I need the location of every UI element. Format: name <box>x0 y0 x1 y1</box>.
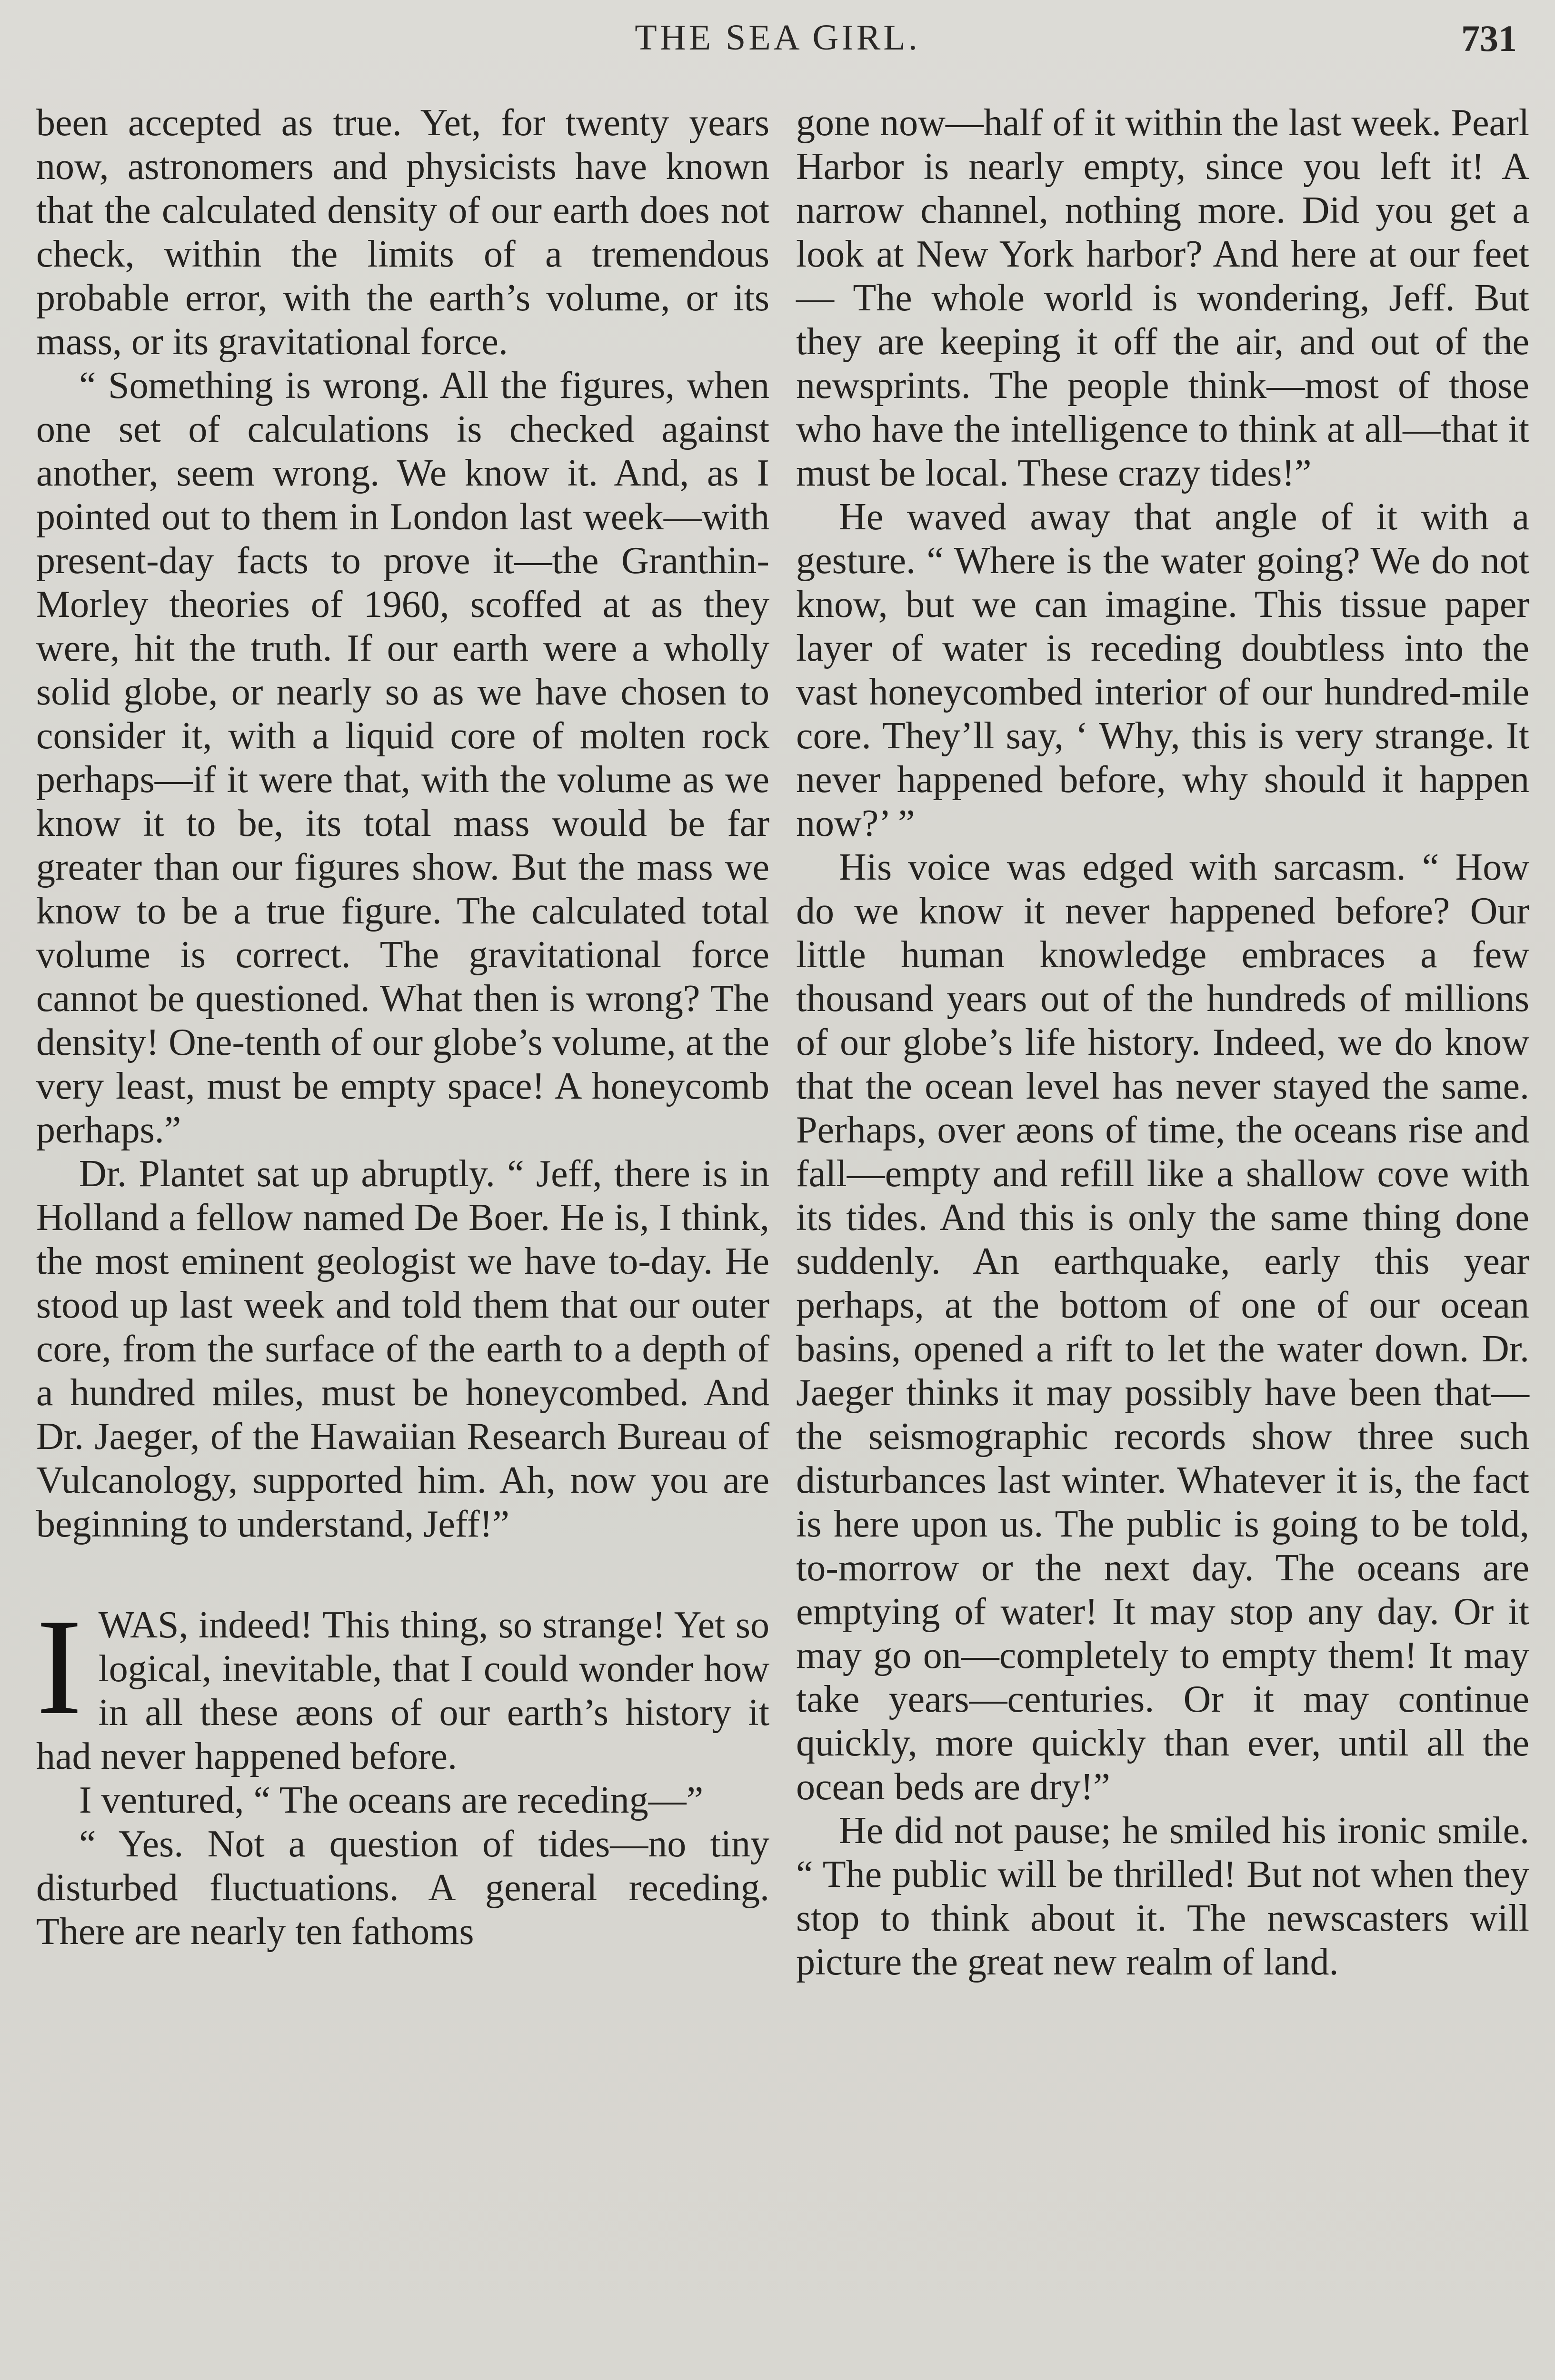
left-column <box>36 101 769 1954</box>
paragraph: “ Yes. Not a question of tides—no tiny disturbed fluctuations. A general receding. There are nearly ten fathoms <box>36 1823 769 1953</box>
page-number: 731 <box>1461 18 1517 59</box>
paragraph: His voice was edged with sarcasm. “ How do we know it never happened before? Our little human knowledge embraces a few thousand years out of the hundreds of millions of our globe’s life history. Indeed, we do know that the ocean level has never stayed the same. Perhaps, over æons of time, the oceans rise and fall—empty and refill like a shallow cove with its tides. And this is only the same thing done suddenly. An earthquake, early this year perhaps, at the bottom of one of our ocean basins, opened a rift to let the water down. Dr. Jaeger thinks it may possibly have been that—the seismographic records show three such disturbances last winter. Whatever it is, the fact is here upon us. The public is going to be told, to-morrow or the next day. The oceans are emptying of water! It may stop any day. Or it may go on—completely to empty them! It may take years—centuries. Or it may continue quickly, more quickly than ever, until all the ocean beds are dry!” <box>796 846 1529 1808</box>
section-opening-paragraph <box>36 1590 769 1778</box>
paragraph: He waved away that angle of it with a gesture. “ Where is the water going? We do not know, but we can imagine. This tissue paper layer of water is receding doubtless into the vast honeycombed interior of our hundred-mile core. They’ll say, ‘ Why, this is very strange. It never happened before, why should it happen now?’ ” <box>796 496 1529 844</box>
paragraph: Dr. Plantet sat up abruptly. “ Jeff, there is in Holland a fellow named De Boer. He is, I think, the most eminent geologist we have to-day. He stood up last week and told them that our outer core, from the surface of the earth to a depth of a hundred miles, must be honeycombed. And Dr. Jaeger, of the Hawaiian Research Bureau of Vulcanology, supported him. Ah, now you are beginning to understand, Jeff!” <box>36 1153 769 1545</box>
paragraph: gone now—half of it within the last week. Pearl Harbor is nearly empty, since you left it! A narrow channel, nothing more. Did you get a look at New York harbor? And here at our feet— The whole world is wondering, Jeff. But they are keeping it off the air, and out of the newsprints. The people think—most of those who have the intelligence to think at all—that it must be local. These crazy tides!” <box>796 102 1529 494</box>
right-column <box>796 101 1529 1984</box>
paragraph: “ Something is wrong. All the figures, when one set of calculations is checked against another, seem wrong. We know it. And, as I pointed out to them in London last week—with present-day facts to prove it—the Granthin-Morley theories of 1960, scoffed at as they were, hit the truth. If our earth were a wholly solid globe, or nearly so as we have chosen to consider it, with a liquid core of molten rock perhaps—if it were that, with the volume as we know it to be, its total mass would be far greater than our figures show. But the mass we know to be a true figure. The calculated total volume is correct. The gravitational force cannot be questioned. What then is wrong? The density! One-tenth of our globe’s volume, at the very least, must be empty space! A honeycomb perhaps.” <box>36 365 769 1151</box>
paragraph: been accepted as true. Yet, for twenty years now, astronomers and physicists have known that the calculated density of our earth does not check, within the limits of a tremendous probable error, with the earth’s volume, or its mass, or its gravitational force. <box>36 102 769 363</box>
paragraph: He did not pause; he smiled his ironic smile. “ The public will be thrilled! But not when they stop to think about it. The newscasters will picture the great new realm of land. <box>796 1810 1529 1983</box>
paragraph: I ventured, “ The oceans are receding—” <box>79 1779 704 1821</box>
paragraph-text: WAS, indeed! This thing, so strange! Yet so logical, inevitable, that I could wonder how in all these æons of our earth’s history it had never happened before. <box>36 1604 769 1777</box>
drop-cap: I <box>36 1590 82 1743</box>
running-title: THE SEA GIRL. <box>635 18 920 58</box>
